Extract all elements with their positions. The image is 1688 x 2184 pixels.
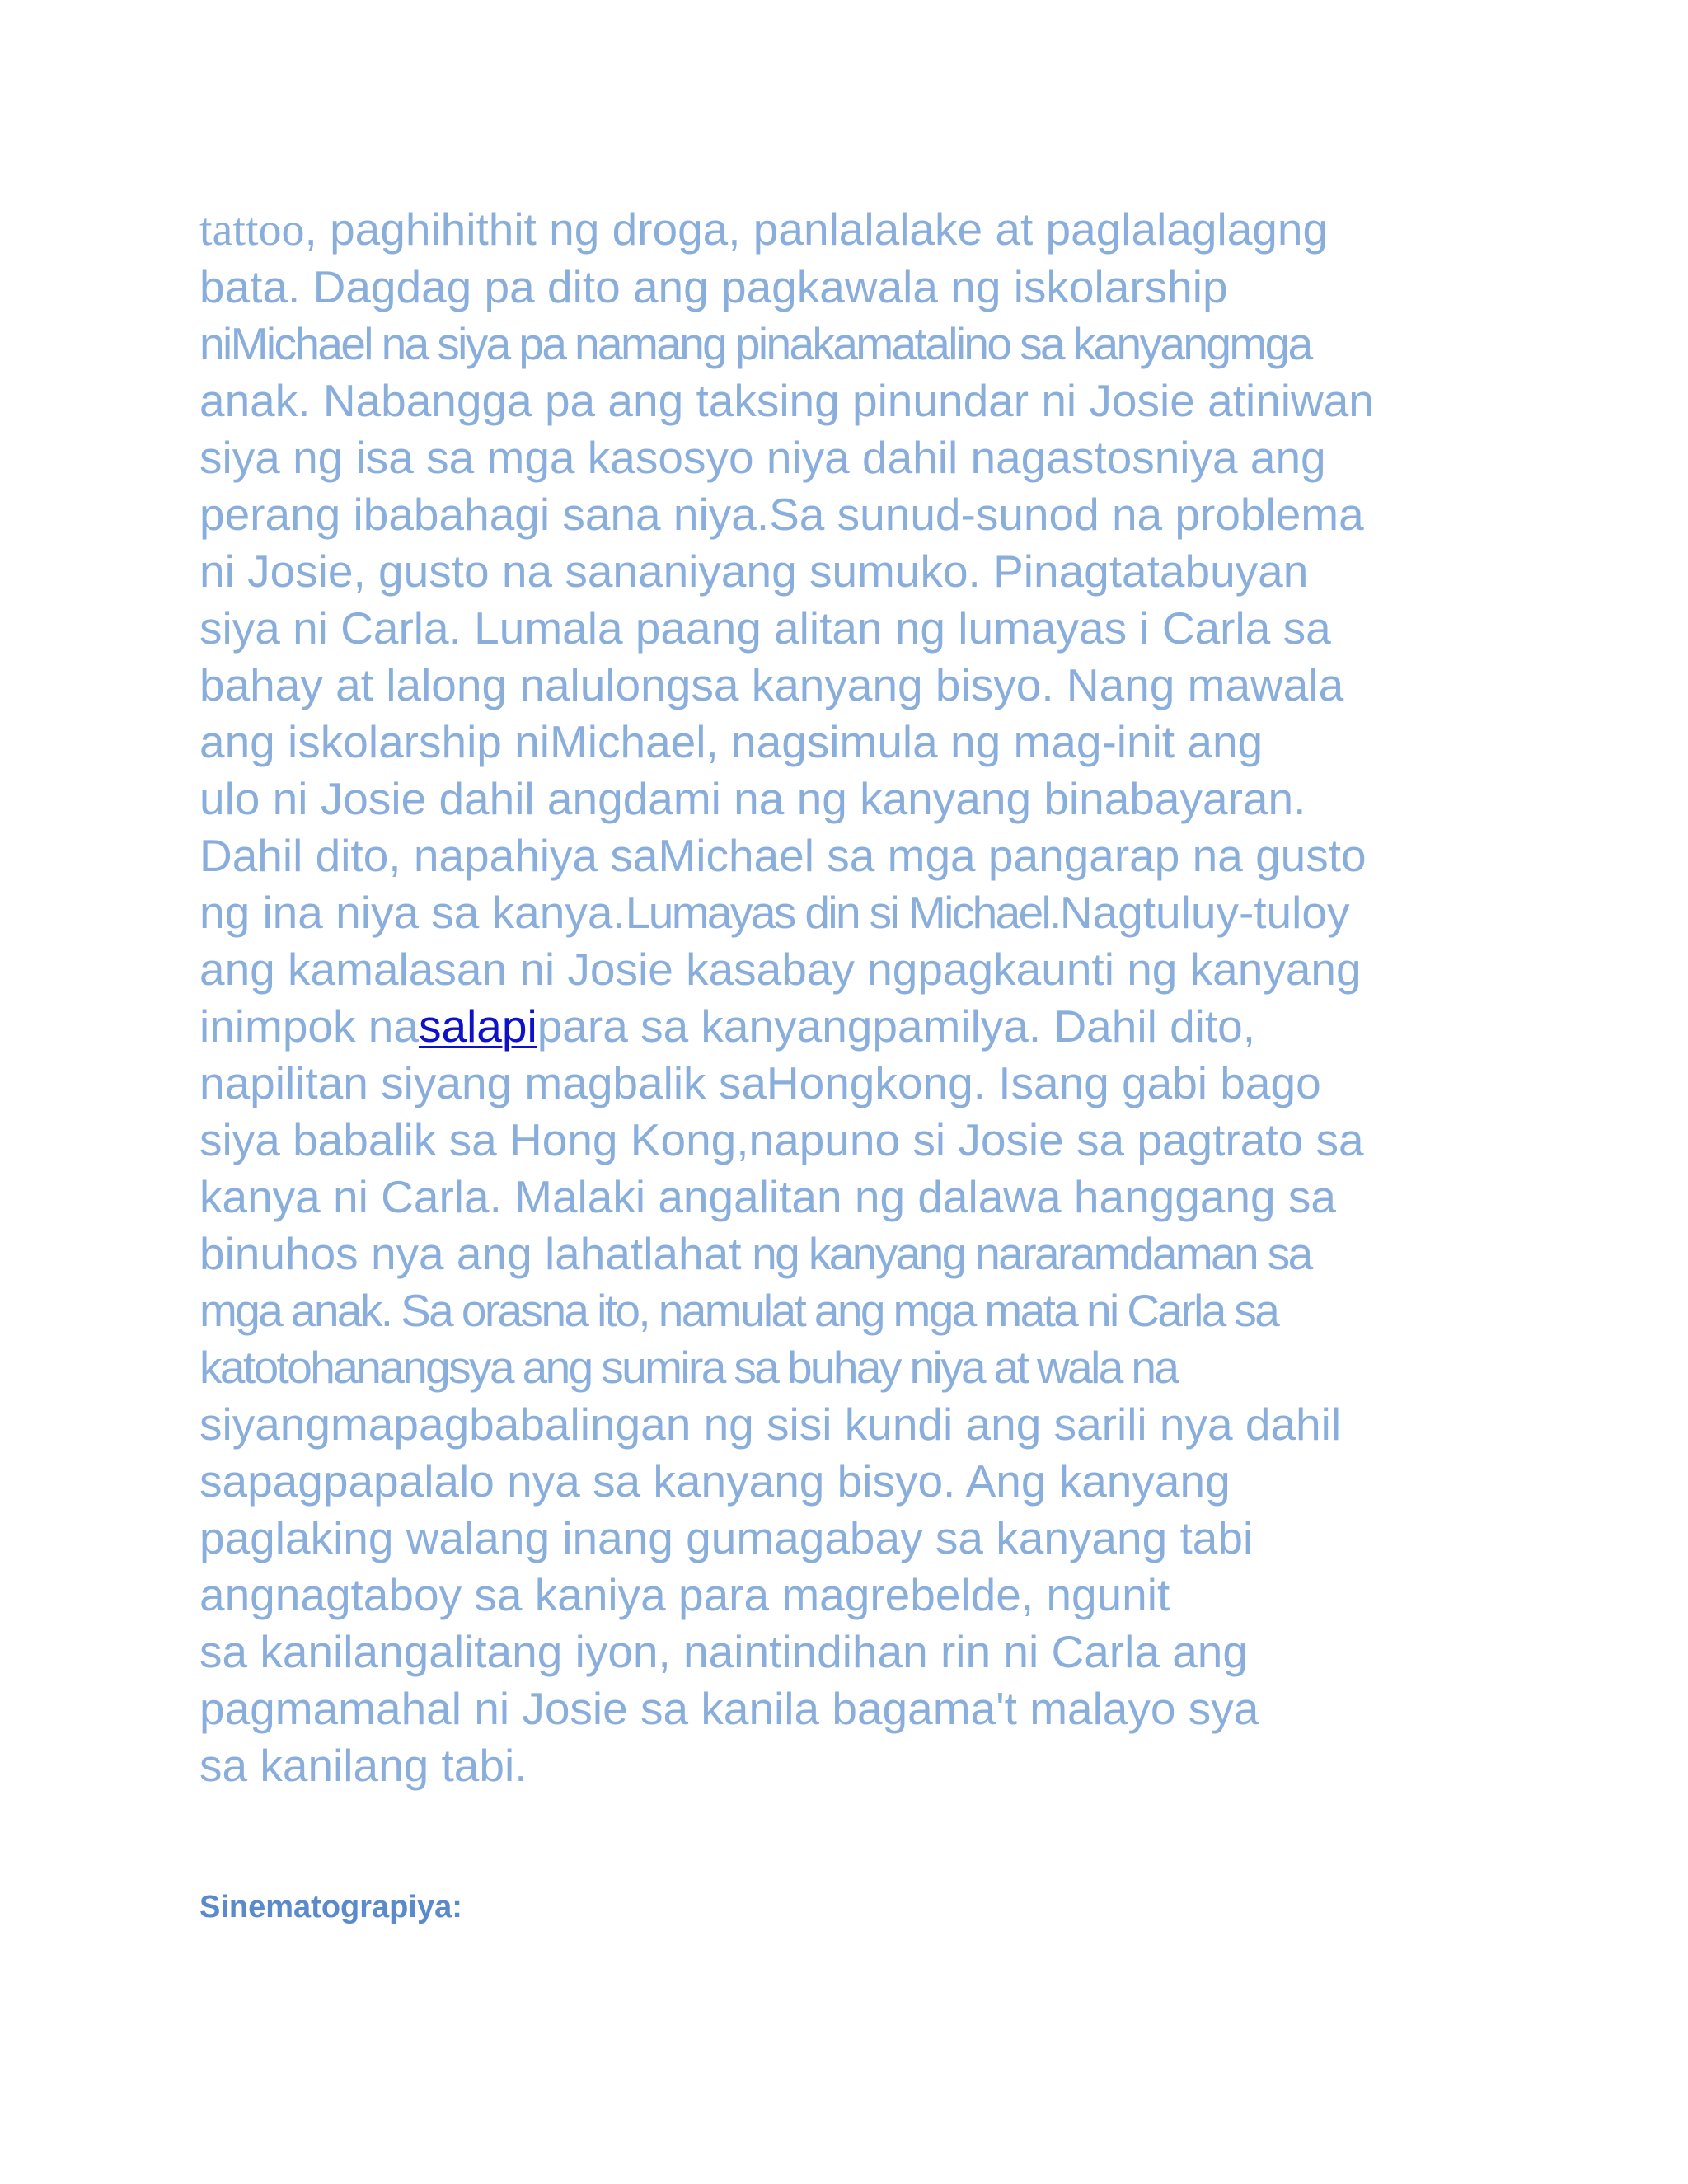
paragraph-line-4: anak. Nabangga pa ang taksing pinundar ni Josie atiniwan (199, 375, 1374, 426)
paragraph-line-6: perang ibabahagi sana niya.Sa sunud-sunod na problema (199, 489, 1364, 540)
paragraph-line-26: sa kanilangalitang iyon, naintindihan rin ni Carla ang (199, 1626, 1248, 1677)
paragraph-line-21: katotohanangsya ang sumira sa buhay niya at wala na (199, 1342, 1178, 1393)
paragraph-line-20: mga anak. Sa orasna ito, namulat ang mga mata ni Carla sa (199, 1285, 1278, 1336)
paragraph-line-3: niMichael na siya pa namang pinakamatalino sa kanyangmga (199, 318, 1311, 369)
paragraph-line-23: sapagpapalalo nya sa kanyang bisyo. Ang kanyang (199, 1455, 1231, 1507)
paragraph-line-15 (199, 998, 1518, 1055)
paragraph-line-16: napilitan siyang magbalik saHongkong. Isang gabi bago (199, 1057, 1321, 1108)
line-condensed-part: Lumayas din si Michael. (625, 887, 1060, 938)
paragraph-line-10: ang iskolarship niMichael, nagsimula ng mag-init ang (199, 716, 1264, 767)
paragraph-line-28: sa kanilang tabi. (199, 1740, 528, 1791)
paragraph-line-22: siyangmapagbabalingan ng sisi kundi ang sarili nya dahil (199, 1399, 1342, 1450)
paragraph-line-9: bahay at lalong nalulongsa kanyang bisyo. Nang mawala (199, 659, 1344, 710)
salapi-link[interactable]: salapi (418, 1001, 537, 1052)
line-text: binuhos nya ang lahatlahat (199, 1228, 742, 1279)
paragraph-line-14: ang kamalasan ni Josie kasabay ngpagkaunti ng kanyang (199, 944, 1362, 995)
paragraph-line-13 (199, 884, 1518, 941)
paragraph-line-27: pagmamahal ni Josie sa kanila bagama't malayo sya (199, 1683, 1259, 1734)
line-lead-word: tattoo (199, 204, 305, 255)
paragraph-line-2: bata. Dagdag pa dito ang pagkawala ng iskolarship (199, 261, 1228, 312)
paragraph-line-19 (199, 1226, 1518, 1282)
paragraph-line-12: Dahil dito, napahiya saMichael sa mga pangarap na gusto (199, 830, 1367, 881)
paragraph-line-18: kanya ni Carla. Malaki angalitan ng dalawa hanggang sa (199, 1171, 1336, 1222)
paragraph-line-1 (199, 201, 1518, 259)
paragraph-line-24: paglaking walang inang gumagabay sa kanyang tabi (199, 1512, 1254, 1563)
paragraph-line-7: ni Josie, gusto na sananiyang sumuko. Pinagtatabuyan (199, 546, 1309, 597)
paragraph-line-8: siya ni Carla. Lumala paang alitan ng lumayas i Carla sa (199, 602, 1331, 654)
line-text: inimpok na (199, 1001, 419, 1052)
body-paragraph (199, 201, 1518, 1794)
paragraph-line-5: siya ng isa sa mga kasosyo niya dahil nagastosniya ang (199, 432, 1326, 483)
line-condensed-part: ng kanyang nararamdaman sa (741, 1228, 1311, 1279)
line-text-rest: para sa kanyangpamilya. Dahil dito, (537, 1001, 1256, 1052)
line-text: ng ina niya sa kanya. (199, 887, 626, 938)
section-heading-sinematograpiya: Sinematograpiya: (199, 1890, 462, 1924)
paragraph-line-11: ulo ni Josie dahil angdami na ng kanyang binabayaran. (199, 773, 1306, 824)
paragraph-line-17: siya babalik sa Hong Kong,napuno si Josie sa pagtrato sa (199, 1114, 1364, 1165)
paragraph-line-25: angnagtaboy sa kaniya para magrebelde, ngunit (199, 1569, 1170, 1620)
line-text-rest: Nagtuluy-tuloy (1059, 887, 1350, 938)
line-text: , paghihithit ng droga, panlalalake at paglalaglagng (304, 204, 1329, 255)
